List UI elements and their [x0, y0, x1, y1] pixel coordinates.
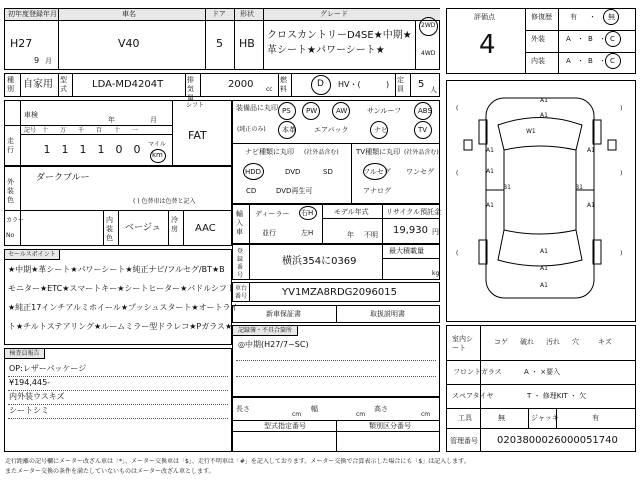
score-option: ・: [599, 35, 606, 43]
equip-circle: [332, 102, 350, 120]
digit-header: 十: [42, 127, 49, 134]
grade-line-2: 革シート★パワーシート★: [267, 45, 385, 56]
equip-item: ナビ: [374, 126, 388, 134]
digit-header: 万: [60, 127, 67, 134]
grade-label: グレード: [320, 10, 348, 18]
svg-text:(: (: [456, 105, 459, 112]
equip-item: 本革: [282, 126, 296, 134]
chassis-number: YV1MZA8RDG2096015: [282, 287, 397, 298]
score-value: 4: [479, 30, 496, 60]
drive-4wd: 4WD: [421, 50, 436, 57]
score-option: C: [610, 35, 615, 43]
shaken-label: 車検: [24, 111, 38, 119]
equip-item: ABS: [418, 107, 432, 115]
digit-header: 十: [114, 127, 121, 134]
selling-line: ★中期★革シート★パワーシート★純正ナビ/フルセグ/BT★B: [8, 265, 225, 274]
score-option: B: [588, 57, 593, 65]
spare-value: T ・ 修理KIT ・ 欠: [527, 392, 587, 400]
svg-text:(: (: [456, 250, 459, 257]
score-option: 無: [608, 13, 615, 21]
digit-header: 千: [78, 127, 85, 134]
digit-header: 一: [132, 127, 139, 134]
score-option: A: [566, 57, 571, 65]
odometer-digit: 1: [79, 143, 87, 156]
capacity-label: 定員: [397, 76, 404, 93]
model-label: 型式: [60, 76, 67, 93]
score-option: ・: [589, 13, 596, 21]
interior-option: 破れ: [520, 338, 534, 346]
damage-label: A1: [587, 202, 595, 209]
history-text: ◎中期(H27/7~SC): [238, 340, 309, 349]
equip-item: PW: [306, 107, 318, 115]
score-option: ・: [599, 57, 606, 65]
inspector-rule: [8, 376, 228, 377]
fuel-diesel: D: [317, 79, 324, 89]
damage-label: B1: [575, 184, 583, 191]
car-name: V40: [118, 37, 140, 50]
car-name-label: 車名: [122, 10, 136, 18]
odometer-digit: 1: [97, 143, 105, 156]
type-label: 種別: [7, 76, 14, 93]
equip-circle: [370, 121, 388, 139]
shift-value: FAT: [188, 129, 207, 142]
glass-value: A ・ ×要入: [524, 368, 561, 376]
score-option: A: [566, 35, 571, 43]
svg-text:): ): [620, 250, 623, 257]
inspector-line: シートシミ: [9, 406, 49, 415]
damage-label: A1: [540, 265, 548, 272]
score-row-name: 内装: [531, 57, 545, 65]
selling-line: ★純正17インチアルミホイール★プッシュスタート★オートライ: [8, 303, 239, 312]
interior-option: コゲ: [494, 338, 508, 346]
score-circle: [603, 9, 619, 25]
score-circle: [605, 53, 621, 69]
air-con: AAC: [195, 223, 216, 234]
score-option: 有: [570, 13, 577, 21]
score-option: ・: [577, 35, 584, 43]
reg-month: 9: [34, 56, 40, 65]
equip-circle: [302, 102, 320, 120]
svg-text:): ): [620, 170, 623, 177]
reg-year-label: 初年度登録年月: [8, 10, 57, 18]
odometer-digit: 1: [61, 143, 69, 156]
recycle-fee: 19,930: [393, 225, 428, 236]
capacity: 5: [418, 79, 425, 90]
digit-header: 記号: [24, 127, 37, 134]
damage-label: A1: [540, 97, 548, 104]
damage-label: A1: [486, 147, 494, 154]
displacement-label: 排気量: [187, 76, 194, 102]
selling-line: ト★チルトステアリング★ルームミラー型ドラレコ★Pガラス★: [8, 322, 233, 331]
damage-label: W1: [526, 128, 536, 135]
equip-item: PS: [282, 107, 291, 115]
inspector-rule: [8, 404, 228, 405]
shape-label: 形状: [240, 10, 254, 18]
equip-item: サンルーフ: [367, 107, 402, 115]
damage-label: A1: [587, 147, 595, 154]
interior-label: 室内シート: [452, 335, 473, 352]
score-option: C: [610, 57, 615, 65]
odometer-digit: 0: [133, 143, 141, 156]
ext-color: ダークブルー: [36, 173, 90, 183]
inspector-rule: [8, 390, 228, 391]
drive-2wd: 2WD: [421, 22, 436, 29]
equip-item: AW: [336, 107, 348, 115]
footer-note-1: 走行距離の記号欄にメーター改ざん車は「*」、メーター交換車は「$」、走行不明車は「#」を記入しております。メーター交換で合算表示した場合にも「$」は記入します。: [5, 458, 470, 465]
selling-line: モニター★ETC★スマートキー★シートヒーター★パドルシフト: [8, 284, 235, 293]
damage-label: B1: [503, 184, 511, 191]
svg-text:(: (: [456, 170, 459, 177]
inspector-rule: [8, 418, 228, 419]
inspector-line: ¥194,445-: [9, 378, 51, 387]
damage-label: A1: [540, 248, 548, 255]
svg-text:): ): [620, 105, 623, 112]
score-row-name: 外装: [531, 35, 545, 43]
shift-label: シフト: [186, 102, 205, 109]
grade-line-1: クロスカントリーD4SE★中期★: [267, 30, 412, 41]
fuel-label: 燃料: [280, 76, 287, 93]
damage-label: A1: [486, 202, 494, 209]
score-circle: [605, 31, 621, 47]
inspector-line: 内外装ウスキズ: [9, 392, 65, 401]
interior-option: 汚れ: [546, 338, 560, 346]
plate-number: 横浜354に0369: [282, 256, 357, 267]
interior-option: キズ: [598, 338, 612, 346]
door-label: ドア: [212, 10, 226, 18]
odometer-digit: 1: [43, 143, 51, 156]
odometer-digit: 0: [115, 143, 123, 156]
equip-circle: [414, 102, 432, 120]
management-number: 0203800026000051740: [497, 435, 618, 446]
equip-circle: [278, 121, 296, 139]
equip-circle: [414, 121, 432, 139]
inspector-line: OP:レザーパッケージ: [9, 364, 87, 373]
damage-label: A1: [486, 168, 494, 175]
reg-year: H27: [10, 37, 33, 50]
displacement: 2000: [228, 79, 254, 90]
score-label: 評価点: [474, 13, 495, 21]
interior-option: 穴: [572, 338, 579, 346]
score-option: ・: [577, 57, 584, 65]
equip-item: エアバック: [314, 126, 349, 134]
score-option: B: [588, 35, 593, 43]
body-shape: HB: [239, 37, 255, 50]
equip-item: TV: [418, 126, 428, 134]
door-count: 5: [216, 37, 223, 50]
private-use: 自家用: [23, 79, 53, 90]
int-color: ベージュ: [125, 223, 161, 233]
damage-label: A1: [540, 282, 548, 289]
score-row-name: 修復歴: [531, 13, 552, 21]
mileage-label: 走行: [7, 137, 14, 154]
unit-km: km: [152, 151, 163, 159]
equip-circle: [278, 102, 296, 120]
model-code: LDA-MD4204T: [92, 79, 164, 90]
digit-header: 百: [96, 127, 103, 134]
equip-label: 装備品に丸印: [236, 104, 278, 112]
damage-label: A1: [540, 112, 548, 119]
ext-color-label: 外装色: [7, 178, 14, 204]
footer-note-2: またメーター交換の条件を満たしていないものはメーター改ざん車とします。: [5, 468, 215, 475]
